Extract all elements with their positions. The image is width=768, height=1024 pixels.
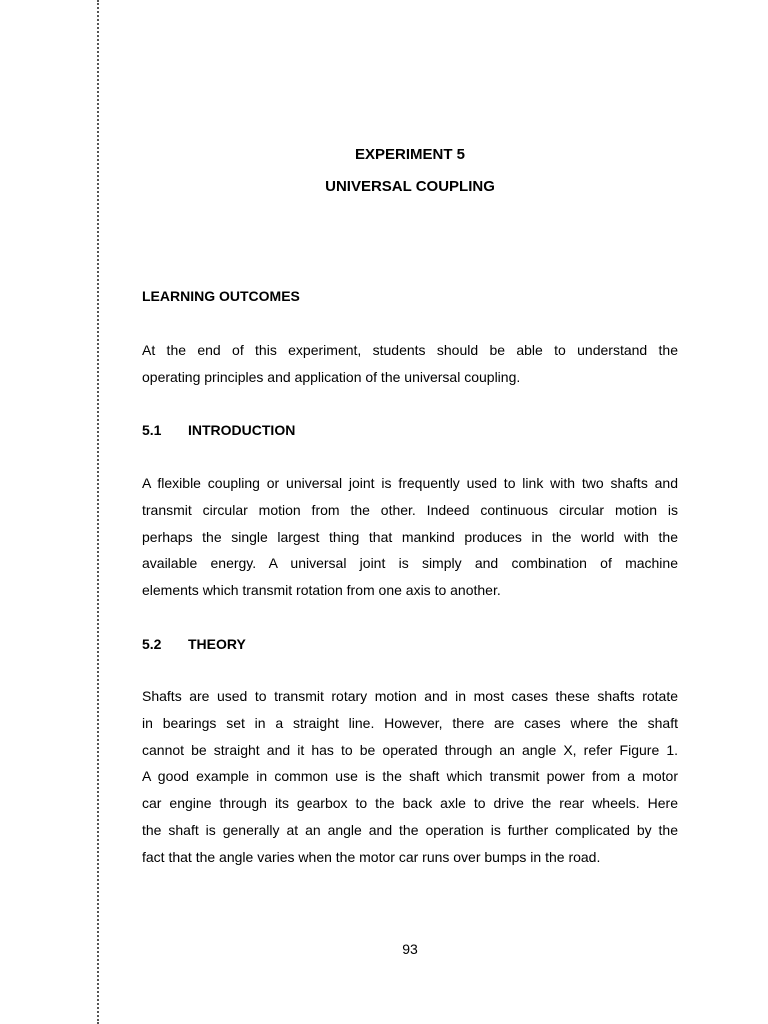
- section-title: THEORY: [188, 636, 246, 652]
- introduction-heading: [142, 422, 295, 438]
- experiment-title: EXPERIMENT 5: [354, 146, 466, 163]
- theory-paragraph: [142, 683, 678, 871]
- binding-margin-line: [97, 0, 99, 1024]
- section-title: INTRODUCTION: [188, 422, 296, 438]
- learning-outcomes-paragraph: [142, 337, 678, 391]
- theory-heading: [142, 636, 246, 652]
- experiment-subtitle: UNIVERSAL COUPLING: [325, 178, 495, 195]
- paragraph-line: available energy. A universal joint is simply and combination of machine: [142, 555, 678, 572]
- paragraph-line: the shaft is generally at an angle and the operation is further complicated by the: [142, 821, 678, 838]
- paragraph-line: in bearings set in a straight line. However, there are cases where the shaft: [142, 714, 678, 731]
- paragraph-line: elements which transmit rotation from one axis to another.: [142, 582, 501, 599]
- paragraph-line: car engine through its gearbox to the back axle to drive the rear wheels. Here: [142, 795, 678, 812]
- document-page: [142, 0, 678, 1024]
- paragraph-line: fact that the angle varies when the motor car runs over bumps in the road.: [142, 848, 601, 865]
- paragraph-line: operating principles and application of the universal coupling.: [142, 368, 521, 385]
- introduction-paragraph: [142, 470, 678, 604]
- paragraph-line: A good example in common use is the shaft which transmit power from a motor: [142, 768, 678, 785]
- section-number: 5.1: [142, 422, 162, 438]
- learning-outcomes-heading: LEARNING OUTCOMES: [142, 288, 300, 304]
- section-number: 5.2: [142, 636, 162, 652]
- page-number: 93: [402, 941, 418, 957]
- paragraph-line: cannot be straight and it has to be operated through an angle X, refer Figure 1.: [142, 741, 678, 758]
- paragraph-line: At the end of this experiment, students should be able to understand the: [142, 342, 678, 358]
- paragraph-line: transmit circular motion from the other. Indeed continuous circular motion is: [142, 501, 678, 518]
- paragraph-line: A flexible coupling or universal joint is frequently used to link with two shafts and: [142, 475, 678, 491]
- paragraph-line: Shafts are used to transmit rotary motion and in most cases these shafts rotate: [142, 688, 678, 704]
- paragraph-line: perhaps the single largest thing that mankind produces in the world with the: [142, 528, 678, 545]
